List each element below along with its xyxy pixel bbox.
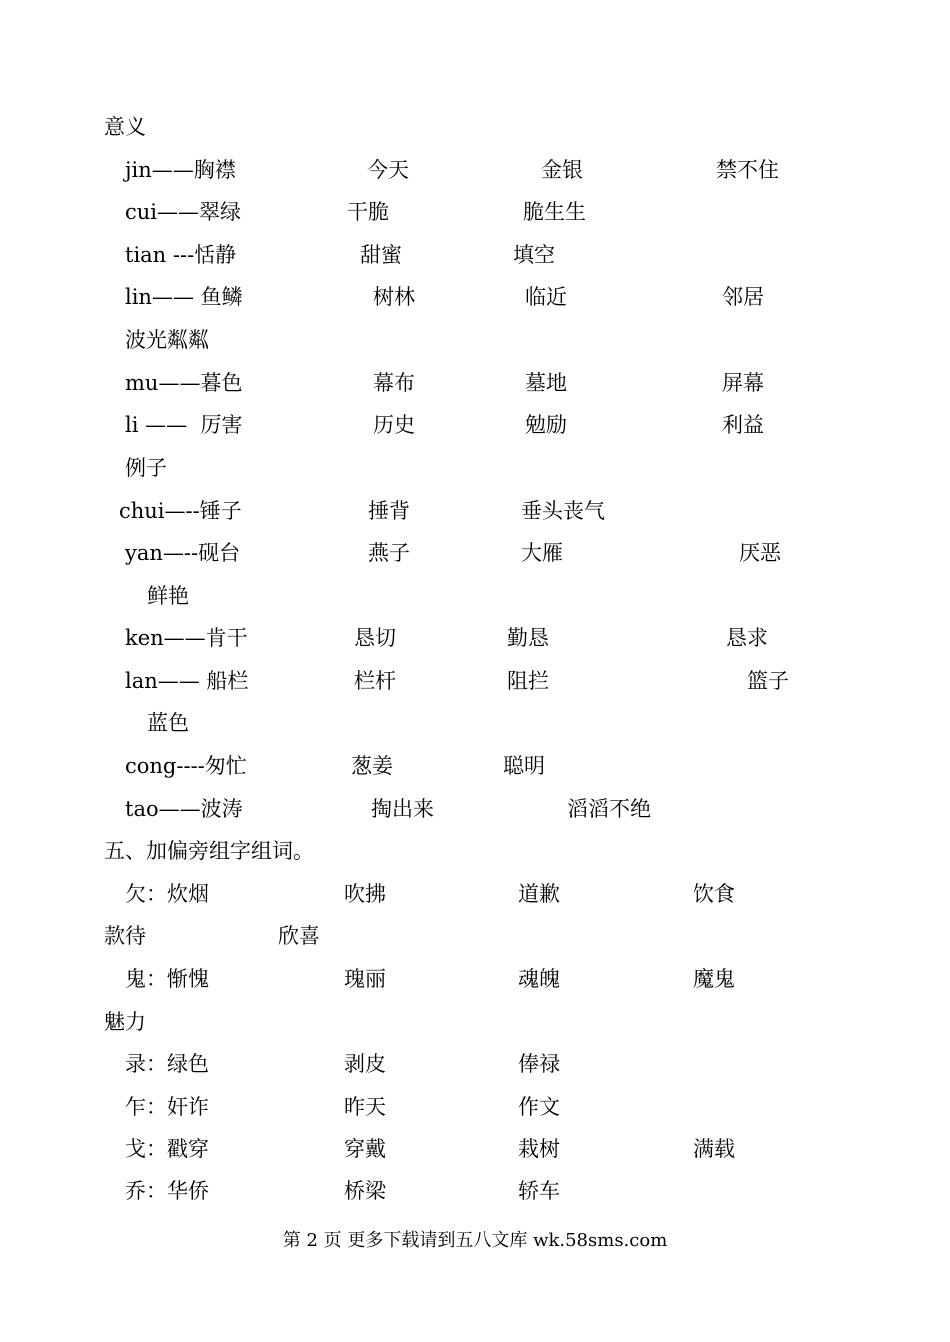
line-lead-text: ken——肯干 (125, 626, 248, 650)
word-entry: 轿车 (518, 1179, 560, 1203)
text-line (0, 879, 950, 909)
line-lead-text: mu——暮色 (125, 371, 243, 395)
word-entry: 临近 (525, 285, 567, 309)
word-entry: 捶背 (368, 499, 410, 523)
word-entry: 恳求 (726, 626, 768, 650)
line-lead-text: 蓝色 (147, 711, 189, 735)
line-lead-text: 乔：华侨 (125, 1179, 209, 1203)
text-line (0, 368, 950, 398)
text-line (0, 496, 950, 526)
word-entry: 厌恶 (739, 541, 781, 565)
text-line (0, 751, 950, 781)
word-entry: 栏杆 (354, 669, 396, 693)
line-lead-text: 款待 (104, 924, 146, 948)
text-line (0, 1176, 950, 1206)
word-entry: 葱姜 (351, 754, 393, 778)
line-lead-text: 例子 (125, 456, 167, 480)
text-line (0, 666, 950, 696)
line-lead-text: 波光粼粼 (125, 328, 209, 352)
line-lead-text: 录：绿色 (125, 1052, 209, 1076)
line-lead-text: 鬼：惭愧 (125, 967, 209, 991)
word-entry: 屏幕 (722, 371, 764, 395)
word-entry: 聪明 (503, 754, 545, 778)
word-entry: 大雁 (521, 541, 563, 565)
word-entry: 墓地 (525, 371, 567, 395)
text-line (0, 1007, 950, 1037)
word-entry: 阻拦 (507, 669, 549, 693)
text-line (0, 836, 950, 866)
text-line (0, 1134, 950, 1164)
line-lead-text: cui——翠绿 (125, 200, 242, 224)
word-entry: 魂魄 (518, 967, 560, 991)
word-entry: 滔滔不绝 (567, 797, 651, 821)
text-line (0, 325, 950, 355)
line-lead-text: 五、加偏旁组字组词。 (104, 839, 314, 863)
word-entry: 桥梁 (344, 1179, 386, 1203)
line-lead-text: 乍：奸诈 (125, 1095, 209, 1119)
text-line (0, 240, 950, 270)
word-entry: 道歉 (518, 882, 560, 906)
word-entry: 俸禄 (518, 1052, 560, 1076)
word-entry: 脆生生 (523, 200, 586, 224)
text-line (0, 794, 950, 824)
word-entry: 剥皮 (344, 1052, 386, 1076)
word-entry: 今天 (367, 158, 409, 182)
text-line (0, 623, 950, 653)
text-line (0, 453, 950, 483)
word-entry: 掏出来 (371, 797, 434, 821)
line-lead-text: yan—--砚台 (125, 541, 241, 565)
word-entry: 欣喜 (278, 924, 320, 948)
word-entry: 禁不住 (716, 158, 779, 182)
word-entry: 历史 (373, 413, 415, 437)
word-entry: 勤恳 (507, 626, 549, 650)
line-lead-text: lan—— 船栏 (125, 669, 249, 693)
line-lead-text: 魅力 (104, 1010, 146, 1034)
word-entry: 恳切 (354, 626, 396, 650)
line-lead-text: chui—--锤子 (119, 499, 242, 523)
word-entry: 垂头丧气 (521, 499, 605, 523)
word-entry: 利益 (722, 413, 764, 437)
word-entry: 作文 (518, 1095, 560, 1119)
word-entry: 填空 (513, 243, 555, 267)
text-line (0, 581, 950, 611)
text-line (0, 155, 950, 185)
word-entry: 栽树 (518, 1137, 560, 1161)
line-lead-text: 意义 (104, 115, 146, 139)
line-lead-text: li —— 厉害 (125, 413, 243, 437)
word-entry: 金银 (541, 158, 583, 182)
text-line (0, 1049, 950, 1079)
text-line (0, 964, 950, 994)
word-entry: 幕布 (373, 371, 415, 395)
text-line (0, 197, 950, 227)
word-entry: 甜蜜 (360, 243, 402, 267)
word-entry: 勉励 (525, 413, 567, 437)
line-lead-text: 戈：戳穿 (125, 1137, 209, 1161)
line-lead-text: 鲜艳 (147, 584, 189, 608)
line-lead-text: 欠：炊烟 (125, 882, 209, 906)
text-line (0, 112, 950, 142)
line-lead-text: tian ---恬静 (125, 243, 237, 267)
line-lead-text: jin——胸襟 (125, 158, 236, 182)
word-entry: 昨天 (344, 1095, 386, 1119)
line-lead-text: tao——波涛 (125, 797, 243, 821)
word-entry: 篮子 (747, 669, 789, 693)
page-footer: 第 2 页 更多下载请到五八文库 wk.58sms.com (282, 1230, 668, 1251)
word-entry: 饮食 (693, 882, 735, 906)
text-line (0, 282, 950, 312)
word-entry: 树林 (373, 285, 415, 309)
word-entry: 穿戴 (344, 1137, 386, 1161)
word-entry: 瑰丽 (344, 967, 386, 991)
text-line (0, 708, 950, 738)
text-line (0, 1092, 950, 1122)
word-entry: 满载 (693, 1137, 735, 1161)
text-line (0, 538, 950, 568)
text-line (0, 410, 950, 440)
word-entry: 魔鬼 (693, 967, 735, 991)
word-entry: 燕子 (368, 541, 410, 565)
word-entry: 吹拂 (344, 882, 386, 906)
word-entry: 邻居 (722, 285, 764, 309)
text-line (0, 921, 950, 951)
word-entry: 干脆 (347, 200, 389, 224)
line-lead-text: cong----匆忙 (125, 754, 247, 778)
line-lead-text: lin—— 鱼鳞 (125, 285, 243, 309)
